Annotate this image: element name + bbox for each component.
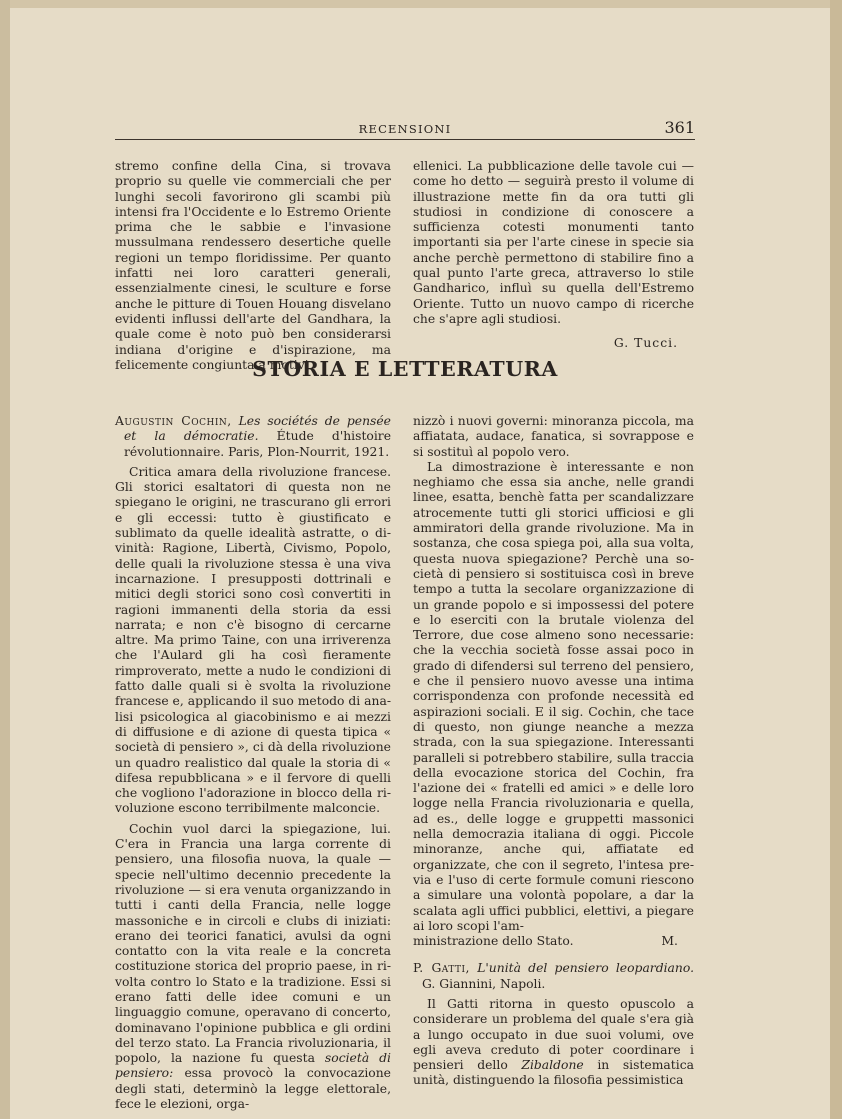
- review-reference-cochin: [115, 414, 391, 460]
- page-right-edge: [830, 0, 842, 1119]
- review-book-subtitle: Étude d'histoire révolutionnaire.: [124, 429, 391, 459]
- italic-phrase: società di pensiero:: [115, 1051, 391, 1081]
- review-text: Il Gatti ritorna in questo opuscolo a considerare un problema del quale s'era già a lungo occupato in due suoi volumi, ove egli aveva creduto di poter coordinare i pensieri dello: [413, 996, 694, 1073]
- top-left-column: [115, 159, 391, 373]
- running-head-title: RECENSIONI: [358, 122, 452, 136]
- page-left-edge: [0, 0, 10, 1119]
- header-rule: [115, 139, 695, 140]
- review-signature-tucci: G. Tucci.: [613, 336, 678, 351]
- review-book-title: L'unità del pensiero leopardiano.: [477, 961, 694, 976]
- section-heading: STORIA E LETTERATURA: [252, 357, 558, 381]
- review-signature-m: M.: [661, 934, 678, 949]
- top-right-column: [413, 159, 694, 352]
- top-right-paragraph: ellenici. La pubblicazione delle tavole cui — come ho detto — seguirà presto il volume di illustrazione mette fin da ora tutti gli studiosi in condizione di conoscere a sufficienza cotesti monumenti tanto importanti sia per l'arte cinese in specie sia anche perchè permettono di stabilire fino a qual punto l'arte greca, attraverso lo stile Gandharico, influì su quella dell'Estremo Oriente. Tutto un nuovo campo di ricerche che s'apre agli studiosi.: [413, 159, 694, 326]
- top-left-paragraph: stremo confine della Cina, si trovava proprio su quelle vie commerciali che per lunghi secoli favorirono gli scambi più intensi fra l'Occidente e lo Estremo Oriente prima che le sabbie e l'invasione mussulmana rendessero desertiche quelle regioni un tempo floridissime. Per quanto infatti nei loro caratteri generali, essenzialmente cinesi, le sculture e forse anche le pitture di Touen Houang disvelano evidenti influssi dell'arte del Gandhara, la quale come è noto può ben considerarsi indiana d'origine e d'ispirazione, ma felicemente congiunta a motivi: [115, 159, 391, 372]
- review-text: essa provocò la convocazione degli stati, determinò la legge elettorale, fece le elezioni, orga-: [115, 1066, 391, 1112]
- review-paragraph: [115, 822, 391, 1113]
- review-publisher: Paris, Plon-Nourrit, 1921.: [228, 444, 390, 459]
- page-top-edge: [0, 0, 842, 8]
- review-paragraph: [413, 997, 694, 1089]
- review-last-line: ministrazione dello Stato.: [413, 934, 574, 949]
- bottom-left-column: [115, 414, 391, 1112]
- page-number: 361: [664, 118, 695, 137]
- italic-word: Zibaldone: [521, 1058, 584, 1073]
- review-publisher: G. Giannini, Napoli.: [422, 976, 546, 991]
- review-author: Augustin Cochin,: [115, 414, 232, 428]
- review-paragraph: Critica amara della rivoluzione francese. Gli storici esaltatori di questa non ne spiegano le origini, ne trascurano gli errori e gli eccessi: tutto è giustificato e sublimato da quelle idealità astratte, o divinità: Ragione, Libertà, Civismo, Popolo, delle quali la rivoluzione stessa è una viva incarnazione. I presupposti dottrinali e mitici degli storici sono così convertiti in ragioni immanenti della storia da essi narrata; e non c'è bisogno di cercarne altre. Ma primo Taine, con una irriverenza che l'Aulard gli ha così fieramente rimproverato, mette a nudo le condizioni di fatto dalle quali si è svolta la rivoluzione francese e, applicando il suo metodo di analisi psicologica al giacobinismo e ai mezzi di diffusione e di azione di questa tipica « società di pensiero », ci dà della rivoluzione un quadro realistico dal quale la storia di « difesa repubblicana » e il fervore di quelli che vogliono l'adorazione in blocco della rivoluzione escono terribilmente malconcie.: [115, 464, 391, 816]
- review-text: in sistematica unità, distinguendo la filosofia pessimistica: [413, 1058, 694, 1088]
- review-reference-gatti: [413, 961, 694, 992]
- review-paragraph: nizzò i nuovi governi: minoranza piccola, ma affiatata, audace, fanatica, si sovrappose e si sostituì al popolo vero.: [413, 414, 694, 459]
- review-author: P. Gatti,: [413, 961, 470, 976]
- bottom-right-column: [413, 414, 694, 1089]
- review-book-title: Les sociétés de pensée et la démocratie.: [124, 414, 391, 444]
- review-text: Cochin vuol darci la spiegazione, lui. C'era in Francia una larga corrente di pensiero, una filosofia nuova, la quale — specie nell'ultimo decennio precedente la rivoluzione — si era venuta organizzando in tutti i canti della Francia, nelle logge massoniche e in circoli e clubs di iniziati: erano dei teorici fanatici, avulsi da ogni contatto con la vita reale e la concreta costituzione storica del proprio paese, in rivolta contro lo Stato e la tradizione. Essi si erano fatti delle idee comuni e un linguaggio comune, operavano di concerto, dominavano l'opinione pubblica e gli ordini del terzo stato. La Francia rivoluzionaria, il popolo, la nazione fu questa: [115, 821, 391, 1066]
- review-closing-line: [413, 934, 694, 949]
- review-paragraph: La dimostrazione è interessante e non neghiamo che essa sia anche, nelle grandi linee, esatta, benchè fatta per scandalizzare atrocemente tutti gli storici ufficiosi e gli ammiratori della grande rivoluzione. Ma in sostanza, che cosa spiega poi, alla sua volta, questa nuova spiegazione? Perchè una società di pensiero si sostituisca così in breve tempo a tutta la secolare organizzazione di un grande popolo e si impossessi del potere e lo eserciti con la brutale violenza del Terrore, due cose almeno sono necessarie: che la vecchia società fosse assai poco in grado di difendersi sul terreno del pensiero, e che il pensiero nuovo avesse una intima corrispondenza con profonde necessità ed aspirazioni sociali. E il sig. Cochin, che tace di questo, non giunge neanche a mezza strada, con la sua spiegazione. Interessanti paralleli si potrebbero stabilire, sulla traccia della evocazione storica del Cochin, fra l'azione dei « fratelli ed amici » e delle loro logge nella Francia rivoluzionaria e quella, ad es., delle logge e gruppetti massonici nella democrazia italiana di oggi. Piccole minoranze, anche qui, affiatate ed organizzate, che con il segreto, l'intesa previa e l'uso di certe formule comuni riescono a simulare una volontà popolare, a dar la scalata agli uffici pubblici, elettivi, a piegare ai loro scopi l'am-: [413, 459, 694, 933]
